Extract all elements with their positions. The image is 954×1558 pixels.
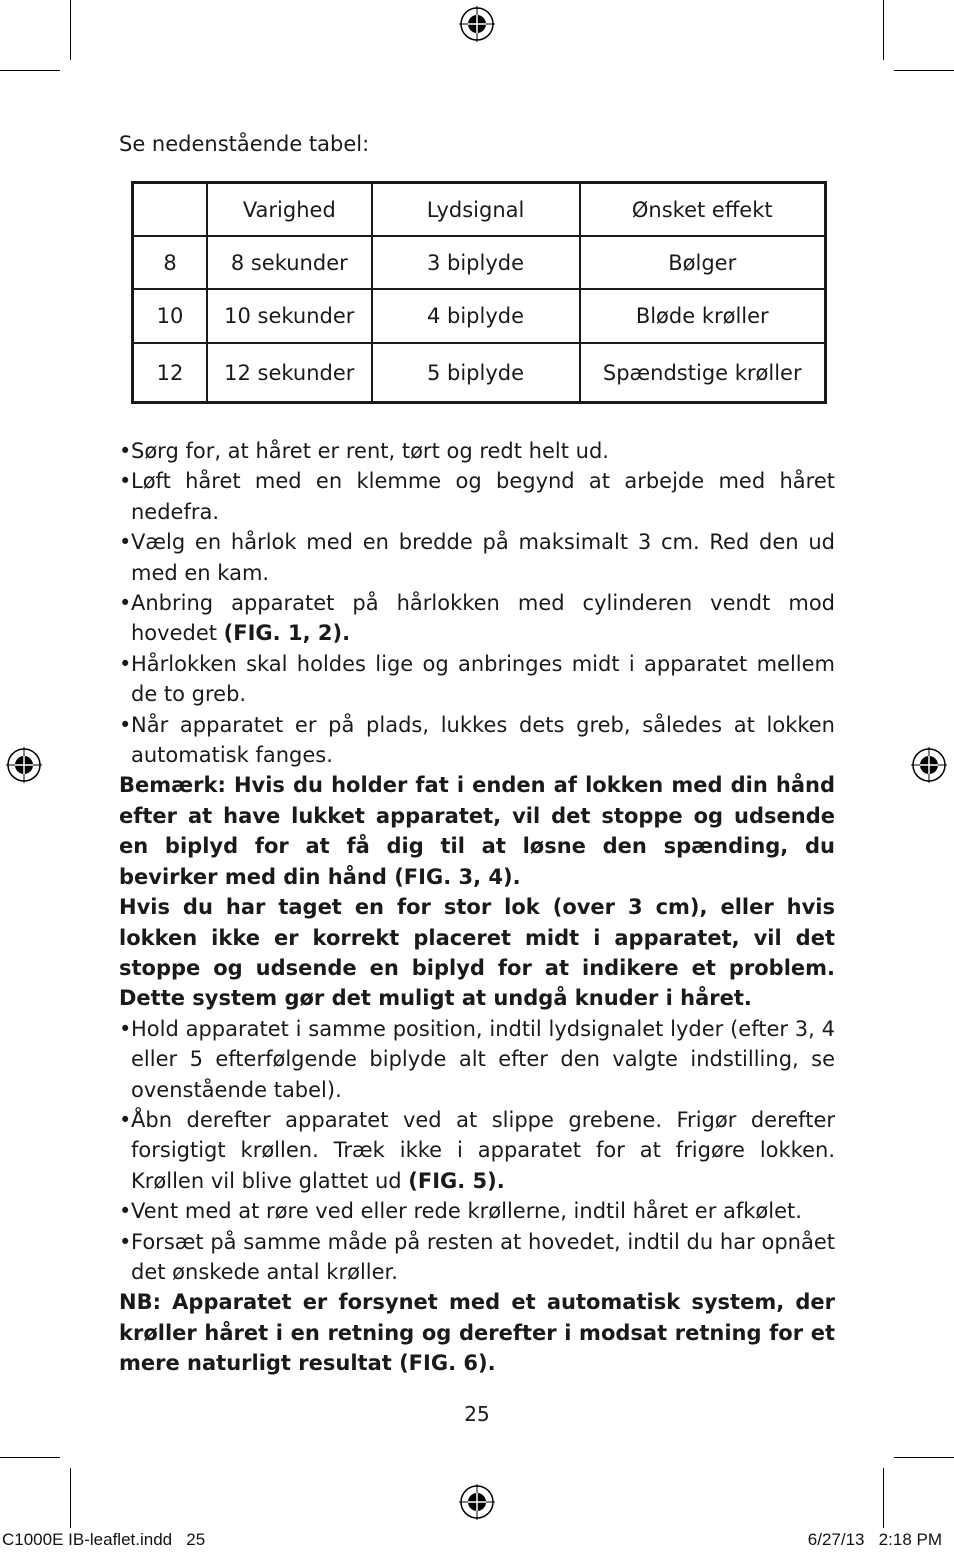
list-item: • Vælg en hårlok med en bredde på maksimalt 3 cm. Red den ud med en kam. — [119, 527, 835, 588]
table-header-cell: Lydsignal — [372, 183, 580, 237]
crop-mark — [894, 70, 954, 71]
figure-reference: (FIG. 1, 2). — [223, 621, 351, 646]
table-header-cell: Varighed — [207, 183, 371, 237]
list-item: • Vent med at røre ved eller rede krøllerne, indtil håret er afkølet. — [119, 1196, 835, 1226]
list-item: • Hårlokken skal holdes lige og anbringes midt i apparatet mellem de to greb. — [119, 649, 835, 710]
crop-mark — [0, 1457, 60, 1458]
table-cell: 10 sekunder — [207, 289, 371, 343]
crop-mark — [894, 1457, 954, 1458]
note-paragraph: Bemærk: Hvis du holder fat i enden af lokken med din hånd efter at have lukket apparatet, vil det stoppe og udsende en biplyd for at få dig til at løsne den spænding, du bevirker med din hånd (FIG. 3, 4). — [119, 773, 835, 889]
table-header-row — [133, 183, 826, 237]
crop-mark — [883, 0, 884, 60]
crop-mark — [0, 70, 60, 71]
list-item: • Løft håret med en klemme og begynd at arbejde med håret nedefra. — [119, 466, 835, 527]
table-cell: 8 — [133, 236, 208, 289]
table-cell: 5 biplyde — [372, 343, 580, 403]
table-cell: 3 biplyde — [372, 236, 580, 289]
settings-table — [131, 181, 827, 404]
table-cell: Spændstige krøller — [580, 343, 826, 403]
list-item: • Når apparatet er på plads, lukkes dets greb, således at lokken automatisk fanges. — [119, 710, 835, 771]
intro-text: Se nedenstående tabel: — [119, 132, 370, 156]
table-row — [133, 343, 826, 403]
table-header-cell — [133, 183, 208, 237]
table-cell: Bølger — [580, 236, 826, 289]
registration-mark-icon — [911, 747, 947, 783]
table-cell: 12 — [133, 343, 208, 403]
registration-mark-icon — [6, 747, 42, 783]
slug-timestamp: 6/27/13 2:18 PM — [807, 1530, 942, 1549]
list-item-text: Åbn derefter apparatet ved at slippe grebene. Frigør derefter forsigtigt krøllen. Træk ikke i apparatet for at frigøre lokken. Krøllen vil blive glattet ud — [131, 1107, 835, 1193]
figure-reference: (FIG. 5). — [408, 1168, 505, 1193]
crop-mark — [70, 1468, 71, 1528]
table-row — [133, 236, 826, 289]
table-cell: 12 sekunder — [207, 343, 371, 403]
note-paragraph: NB: Apparatet er forsynet med et automatisk system, der krøller håret i en retning og derefter i modsat retning for et mere naturligt resultat (FIG. 6). — [119, 1290, 835, 1376]
note-paragraph: Hvis du har taget en for stor lok (over 3 cm), eller hvis lokken ikke er korrekt placeret midt i apparatet, vil det stoppe og udsende en biplyd for at indikere et problem. Dette system gør det muligt at undgå knuder i håret. — [119, 895, 835, 1011]
registration-mark-icon — [459, 6, 495, 42]
slug-file-info: C1000E IB-leaflet.indd 25 — [2, 1530, 206, 1549]
list-item: • Hold apparatet i samme position, indtil lydsignalet lyder (efter 3, 4 eller 5 efterfølgende biplyde alt efter den valgte indstilling, se ovenstående tabel). — [119, 1014, 835, 1105]
table-cell: 8 sekunder — [207, 236, 371, 289]
table-header-cell: Ønsket effekt — [580, 183, 826, 237]
list-item-text: Anbring apparatet på hårlokken med cylinderen vendt mod hovedet — [131, 591, 835, 646]
page-number: 25 — [464, 1402, 490, 1426]
list-item — [119, 1105, 835, 1196]
table-row — [133, 289, 826, 343]
crop-mark — [70, 0, 71, 60]
crop-mark — [883, 1468, 884, 1528]
table-cell: 4 biplyde — [372, 289, 580, 343]
list-item: • Forsæt på samme måde på resten at hovedet, indtil du har opnået det ønskede antal krøller. — [119, 1227, 835, 1288]
instructions-body — [119, 436, 835, 1379]
table-cell: Bløde krøller — [580, 289, 826, 343]
list-item — [119, 588, 835, 649]
registration-mark-icon — [459, 1484, 495, 1520]
table-cell: 10 — [133, 289, 208, 343]
list-item: • Sørg for, at håret er rent, tørt og redt helt ud. — [119, 436, 835, 466]
